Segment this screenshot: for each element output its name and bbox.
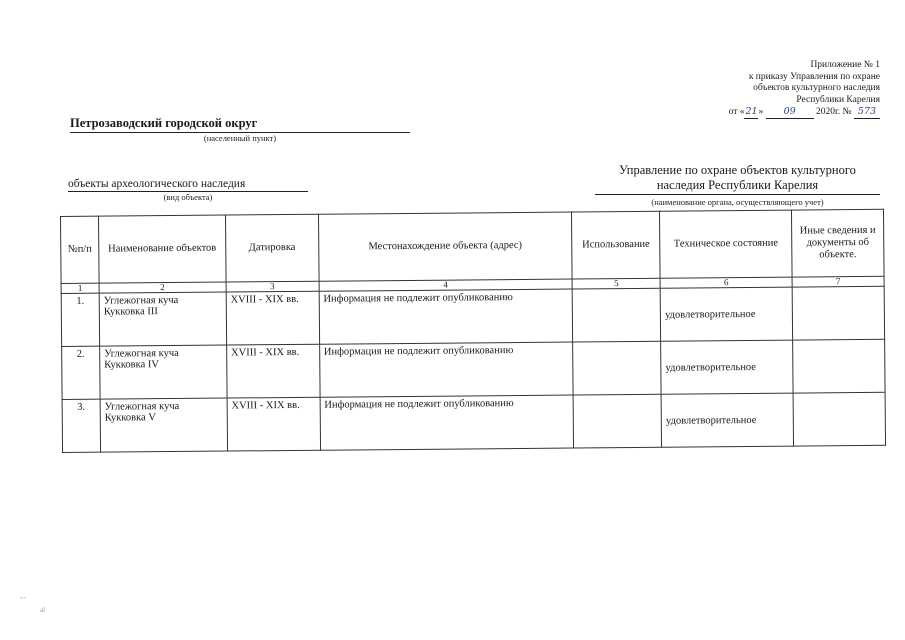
row-usage	[573, 394, 661, 448]
row-location: Информация не подлежит опубликованию	[319, 289, 573, 344]
order-number: 573	[854, 106, 880, 119]
table-row	[61, 286, 884, 346]
appendix-title: Приложение № 1	[810, 60, 880, 70]
row-usage	[573, 341, 661, 395]
row-dating: XVIII - XIX вв.	[226, 344, 319, 398]
order-month: 09	[766, 106, 814, 119]
settlement-value: Петрозаводский городской округ	[70, 116, 410, 133]
appendix-line-2: объектов культурного наследия	[753, 83, 880, 93]
header-no: №п/п	[61, 216, 100, 283]
appendix-block	[729, 60, 880, 119]
header-other: Иные сведения и документы об объекте.	[792, 209, 885, 277]
column-number: 1	[61, 283, 99, 293]
appendix-line-1: к приказу Управления по охране	[748, 71, 880, 82]
row-condition: удовлетворительное	[660, 287, 792, 341]
organ-field	[595, 163, 880, 207]
settlement-field	[70, 116, 410, 143]
row-name: Углежогная куча Кукковка V	[100, 398, 227, 452]
column-number: 5	[572, 278, 660, 289]
column-number: 4	[319, 279, 573, 291]
row-dating: XVIII - XIX вв.	[226, 291, 319, 345]
row-other	[793, 339, 885, 393]
object-type-field	[68, 178, 308, 202]
header-location: Местонахождение объекта (адрес)	[318, 212, 572, 281]
order-from-label: от «	[728, 107, 745, 117]
header-usage: Использование	[572, 211, 661, 279]
column-number: 6	[660, 277, 792, 288]
row-name: Углежогная куча Кукковка IV	[100, 345, 227, 399]
column-number: 3	[226, 281, 319, 292]
header-name: Наименование объектов	[98, 215, 225, 283]
row-location: Информация не подлежит опубликованию	[319, 342, 573, 397]
row-no: 3.	[62, 399, 100, 452]
row-location: Информация не подлежит опубликованию	[320, 395, 574, 450]
table-row	[62, 339, 885, 399]
header-dating: Датировка	[225, 214, 318, 282]
organ-value: Управление по охране объектов культурного наследия Республики Карелия	[595, 163, 880, 195]
row-no: 1.	[61, 293, 99, 346]
column-number: 7	[792, 276, 884, 287]
row-name: Углежогная куча Кукковка III	[99, 292, 226, 346]
settlement-caption: (населенный пункт)	[203, 133, 277, 143]
row-usage	[572, 288, 660, 342]
row-no: 2.	[62, 346, 100, 399]
order-year-label: 2020г. №	[815, 107, 852, 117]
organ-caption: (наименование органа, осуществляющего учет)	[651, 197, 824, 207]
table-row	[62, 392, 885, 452]
object-type-caption: (вид объекта)	[163, 192, 213, 202]
header-condition: Техническое состояние	[660, 210, 792, 278]
scan-mark: al	[40, 606, 46, 614]
row-condition: удовлетворительное	[661, 340, 793, 394]
row-condition: удовлетворительное	[661, 393, 793, 447]
appendix-line-3: Республики Карелия	[796, 94, 880, 105]
table-header-row	[61, 209, 885, 283]
order-line	[729, 106, 880, 119]
scan-mark: ˆ ̂	[20, 596, 25, 605]
order-day: 21	[745, 106, 758, 117]
order-mid-label: »	[758, 107, 764, 117]
row-other	[793, 392, 885, 446]
row-other	[792, 286, 884, 340]
object-type-value: объекты археологического наследия	[68, 178, 308, 192]
row-dating: XVIII - XIX вв.	[227, 397, 320, 451]
objects-table	[60, 209, 886, 453]
column-number: 2	[99, 282, 226, 293]
